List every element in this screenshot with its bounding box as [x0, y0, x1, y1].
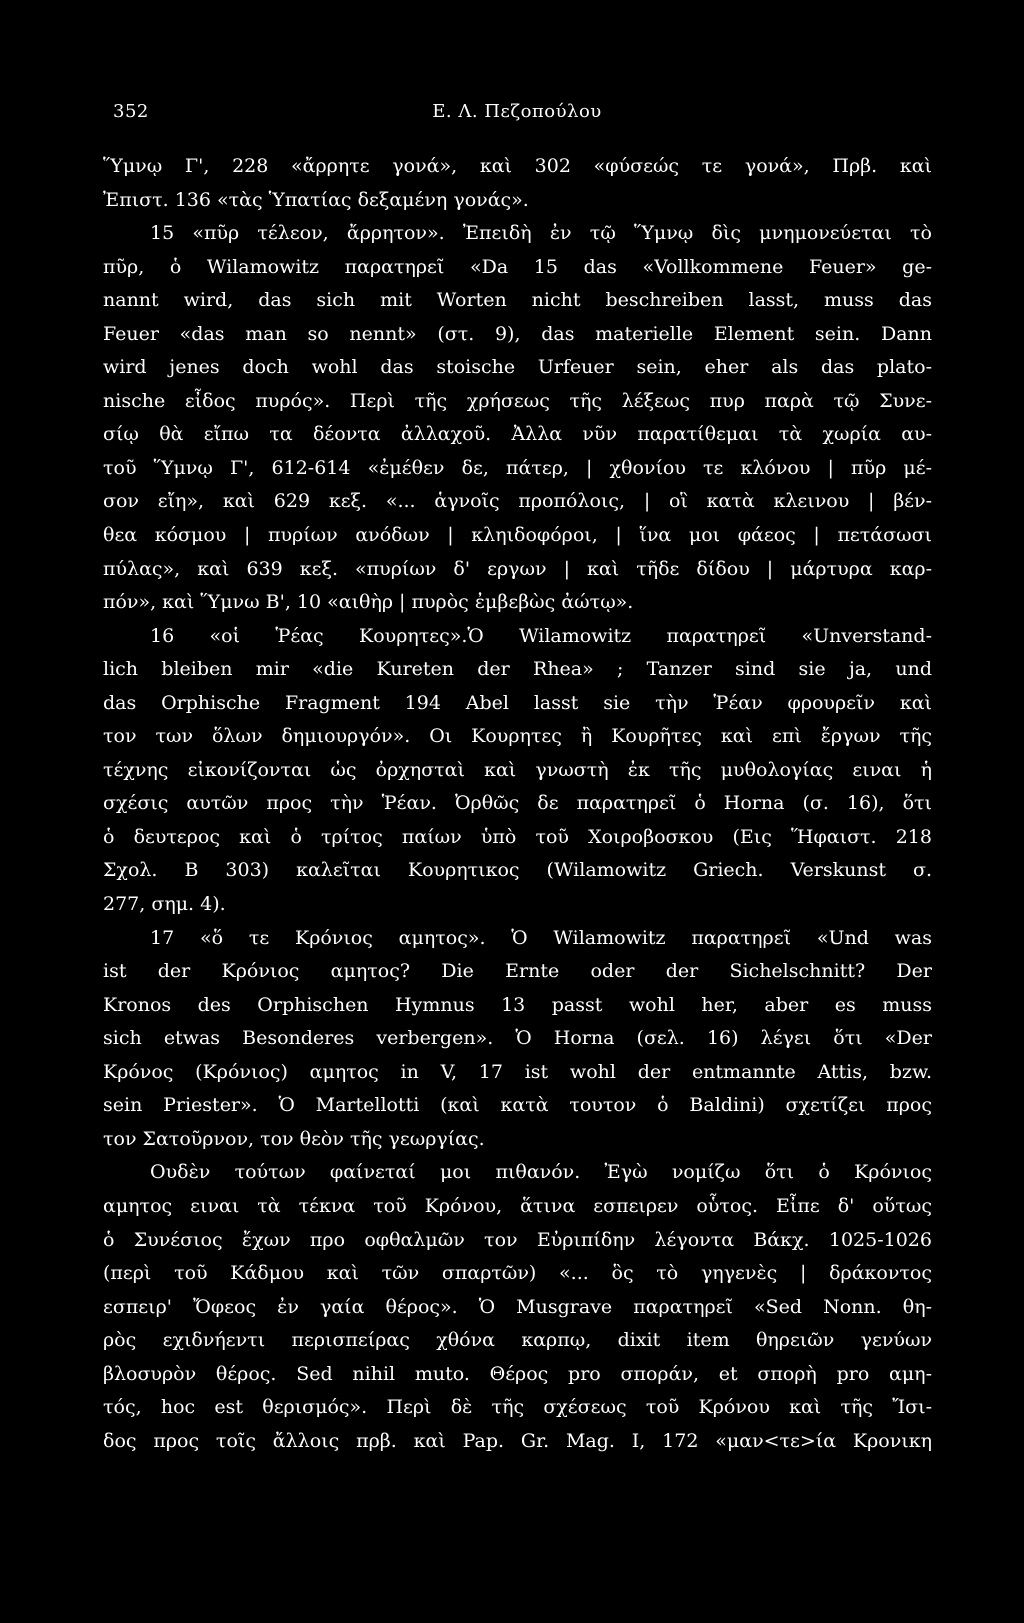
text-line: 16 «οἱ Ῥέας Κουρητες».Ὁ Wilamowitz παρατηρεῖ «Unverstand- [150, 624, 932, 647]
text-line: θεα κόσμου | πυρίων ανόδων | κληιδοφόροι, | ἵνα μοι φάεος | πετάσωσι [103, 524, 932, 547]
text-line: nannt wird, das sich mit Worten nicht beschreiben lasst, muss das [103, 289, 932, 312]
text-line: βλοσυρὸν θέρος. Sed nihil muto. Θέρος pro σποράν, et σπορὴ pro αμη- [103, 1362, 932, 1385]
text-line: σίῳ θὰ εἴπω τα δέοντα ἀλλαχοῦ. Ἀλλα νῦν παρατίθεμαι τὰ χωρία αυ- [103, 423, 932, 446]
text-line: Ὕμνῳ Γ', 228 «ἄρρητε γονά», καὶ 302 «φύσεώς τε γονά», Πρβ. καὶ [103, 155, 932, 177]
text-line: τον Σατοῦρνον, τον θεὸν τῆς γεωργίας. [103, 1127, 485, 1150]
text-line: τός, hoc est θερισμός». Περὶ δὲ τῆς σχέσεως τοῦ Κρόνου καὶ τῆς Ἴσι- [103, 1396, 932, 1419]
text-line: τοῦ Ὕμνῳ Γ', 612-614 «ἐμέθεν δε, πάτερ, | χθονίου τε κλόνου | πῦρ μέ- [103, 456, 932, 479]
text-line: ist der Κρόνιος αμητος? Die Ernte oder der Sichelschnitt? Der [103, 960, 932, 983]
text-line: αμητος ειναι τὰ τέκνα τοῦ Κρόνου, ἅτινα εσπειρεν οὗτος. Εἶπε δ' οὕτως [103, 1194, 932, 1217]
body-text [103, 150, 932, 1458]
text-line: Ἐπιστ. 136 «τὰς Ὑπατίας δεξαμένη γονάς». [103, 188, 529, 211]
text-line: 17 «ὅ τε Κρόνιος αμητος». Ὁ Wilamowitz παρατηρεῖ «Und was [150, 926, 932, 949]
text-line: σον εἴη», καὶ 629 κεξ. «... ἁγνοῖς προπόλοις, | οἳ κατὰ κλεινου | βέν- [103, 490, 932, 513]
text-line: lich bleiben mir «die Kureten der Rhea» ; Tanzer sind sie ja, und [103, 658, 932, 681]
text-line: Feuer «das man so nennt» (στ. 9), das materielle Element sein. Dann [103, 322, 932, 345]
text-line: Kronos des Orphischen Hymnus 13 passt wohl her, aber es muss [103, 993, 932, 1016]
page-number: 352 [113, 101, 149, 122]
text-line: ὁ Συνέσιος ἔχων προ οφθαλμῶν τον Εὐριπίδην λέγοντα Βάκχ. 1025-1026 [103, 1228, 932, 1251]
page-header [113, 101, 921, 131]
text-line: das Orphische Fragment 194 Abel lasst sie τὴν Ῥέαν φρουρεῖν καὶ [103, 691, 932, 714]
running-head: Ε. Λ. Πεζοπούλου [432, 101, 602, 122]
text-line: (περὶ τοῦ Κάδμου καὶ τῶν σπαρτῶν) «... ὃς τὸ γηγενὲς | δράκοντος [103, 1262, 932, 1285]
text-line: Ουδὲν τούτων φαίνεταί μοι πιθανόν. Ἐγὼ νομίζω ὅτι ὁ Κρόνιος [150, 1161, 932, 1184]
text-line: τον των ὅλων δημιουργόν». Οι Κουρητες ἢ Κουρῆτες καὶ επὶ ἔργων τῆς [103, 725, 932, 748]
text-line: δος προς τοῖς ἄλλοις πρβ. καὶ Pap. Gr. Mag. I, 172 «μαν<τε>ία Κρονικη [103, 1429, 932, 1452]
text-line: 15 «πῦρ τέλεον, ἄρρητον». Ἐπειδὴ ἐν τῷ Ὕμνῳ δὶς μνημονεύεται τὸ [150, 222, 932, 245]
text-line: πόν», καὶ Ὕμνω Β', 10 «αιθὴρ | πυρὸς ἐμβεβὼς ἀώτῳ». [103, 591, 634, 614]
text-line: Σχολ. Β 303) καλεῖται Κουρητικος (Wilamowitz Griech. Verskunst σ. [103, 859, 932, 882]
text-line: sich etwas Besonderes verbergen». Ὁ Horna (σελ. 16) λέγει ὅτι «Der [103, 1027, 932, 1050]
text-line: ὁ δευτερος καὶ ὁ τρίτος παίων ὑπὸ τοῦ Χοιροβοσκου (Εις Ἥφαιστ. 218 [103, 825, 932, 848]
text-line: 277, σημ. 4). [103, 893, 226, 916]
text-line: πύλας», καὶ 639 κεξ. «πυρίων δ' εργων | καὶ τῆδε δίδου | μάρτυρα καρ- [103, 557, 932, 580]
text-line: Κρόνος (Κρόνιος) αμητος in V, 17 ist wohl der entmannte Attis, bzw. [103, 1060, 932, 1083]
text-line: εσπειρ' Ὄφεος ἐν γαία θέρος». Ὁ Musgrave παρατηρεῖ «Sed Nonn. θη- [103, 1295, 932, 1318]
text-line: πῦρ, ὁ Wilamowitz παρατηρεῖ «Da 15 das «Vollkommene Feuer» ge- [103, 255, 932, 278]
text-line: σχέσις αυτῶν προς τὴν Ῥέαν. Ὀρθῶς δε παρατηρεῖ ὁ Horna (σ. 16), ὅτι [103, 792, 932, 815]
text-line: wird jenes doch wohl das stoische Urfeuer sein, eher als das plato- [103, 356, 932, 379]
text-line: τέχνης εἰκονίζονται ὡς ὀρχησταὶ καὶ γνωστὴ ἐκ τῆς μυθολογίας ειναι ἡ [103, 758, 932, 781]
text-line: ρὸς εχιδνήεντι περισπείρας χθόνα καρπῳ, dixit item θηρειῶν γενύων [103, 1329, 932, 1352]
text-line: sein Priester». Ὁ Martellotti (καὶ κατὰ τουτον ὁ Baldini) σχετίζει προς [103, 1094, 932, 1117]
text-line: nische εἶδος πυρός». Περὶ τῆς χρήσεως τῆς λέξεως πυρ παρὰ τῷ Συνε- [103, 389, 932, 412]
